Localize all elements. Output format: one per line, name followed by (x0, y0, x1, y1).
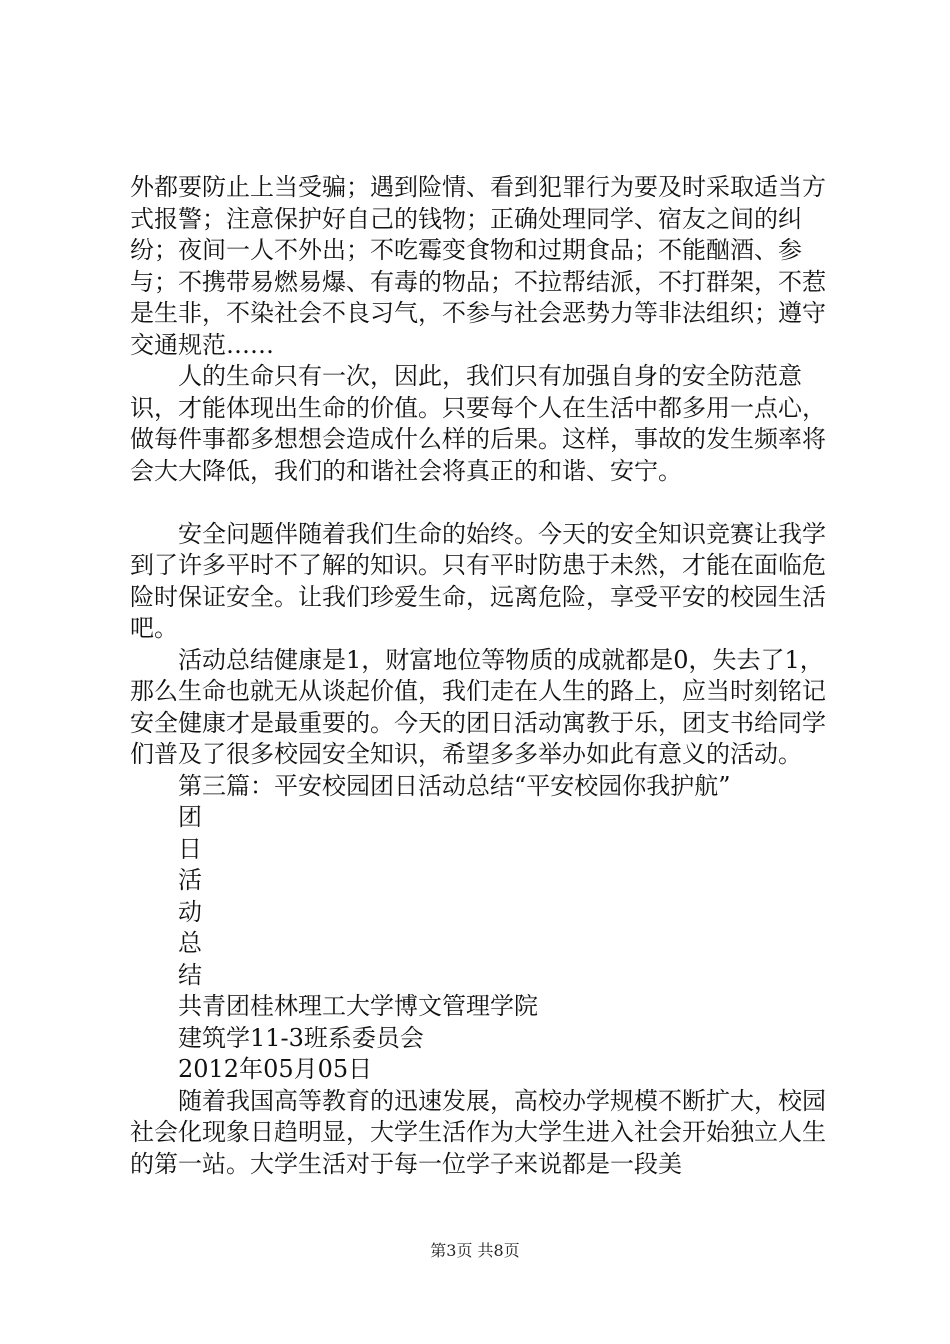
paragraph-higher-education: 随着我国高等教育的迅速发展，高校办学规模不断扩大，校园社会化现象日趋明显，大学生活作为大学生进入社会开始独立人生的第一站。大学生活对于每一位学子来说都是一段美 (130, 1086, 826, 1178)
vertical-title-char: 日 (178, 834, 202, 863)
paragraph-gap (130, 487, 830, 519)
document-date: 2012年05月05日 (178, 1055, 373, 1083)
vertical-title-char: 动 (178, 897, 202, 926)
vertical-title-char: 团 (178, 803, 202, 831)
paragraph-activity-summary: 活动总结健康是1，财富地位等物质的成就都是0，失去了1，那么生命也就无从谈起价值，我们走在人生的路上，应当时刻铭记安全健康才是最重要的。今天的团日活动寓教于乐，团支书给同学们普及了很多校园安全知识，希望多多举办如此有意义的活动。 (130, 645, 826, 768)
organization-name: 共青团桂林理工大学博文管理学院 (178, 992, 538, 1020)
vertical-title-char: 活 (178, 866, 202, 894)
paragraph-life-value: 人的生命只有一次，因此，我们只有加强自身的安全防范意识，才能体现出生命的价值。只要每个人在生活中都多用一点心，做每件事都多想想会造成什么样的后果。这样，事故的发生频率将会大大降低，我们的和谐社会将真正的和谐、安宁。 (130, 362, 826, 485)
paragraph-safety-contest: 安全问题伴随着我们生命的始终。今天的安全知识竞赛让我学到了许多平时不了解的知识。只有平时防患于未然，才能在面临危险时保证安全。让我们珍爱生命，远离危险，享受平安的校园生活吧。 (130, 519, 826, 642)
vertical-title-char: 结 (178, 960, 202, 989)
class-committee: 建筑学11-3班系委员会 (178, 1023, 424, 1052)
paragraph-safety-rules: 外都要防止上当受骗；遇到险情、看到犯罪行为要及时采取适当方式报警；注意保护好自己的钱物；正确处理同学、宿友之间的纠纷；夜间一人不外出；不吃霉变食物和过期食品；不能酗酒、参与；不携带易燃易爆、有毒的物品；不拉帮结派，不打群架，不惹是生非，不染社会不良习气，不参与社会恶势力等非法组织；遵守交通规范…… (130, 173, 826, 359)
document-body (130, 172, 830, 1180)
page-footer: 第3页 共8页 (430, 1241, 520, 1260)
vertical-title-char: 总 (178, 929, 202, 957)
section-heading: 第三篇：平安校园团日活动总结“平安校园你我护航” (178, 771, 731, 800)
